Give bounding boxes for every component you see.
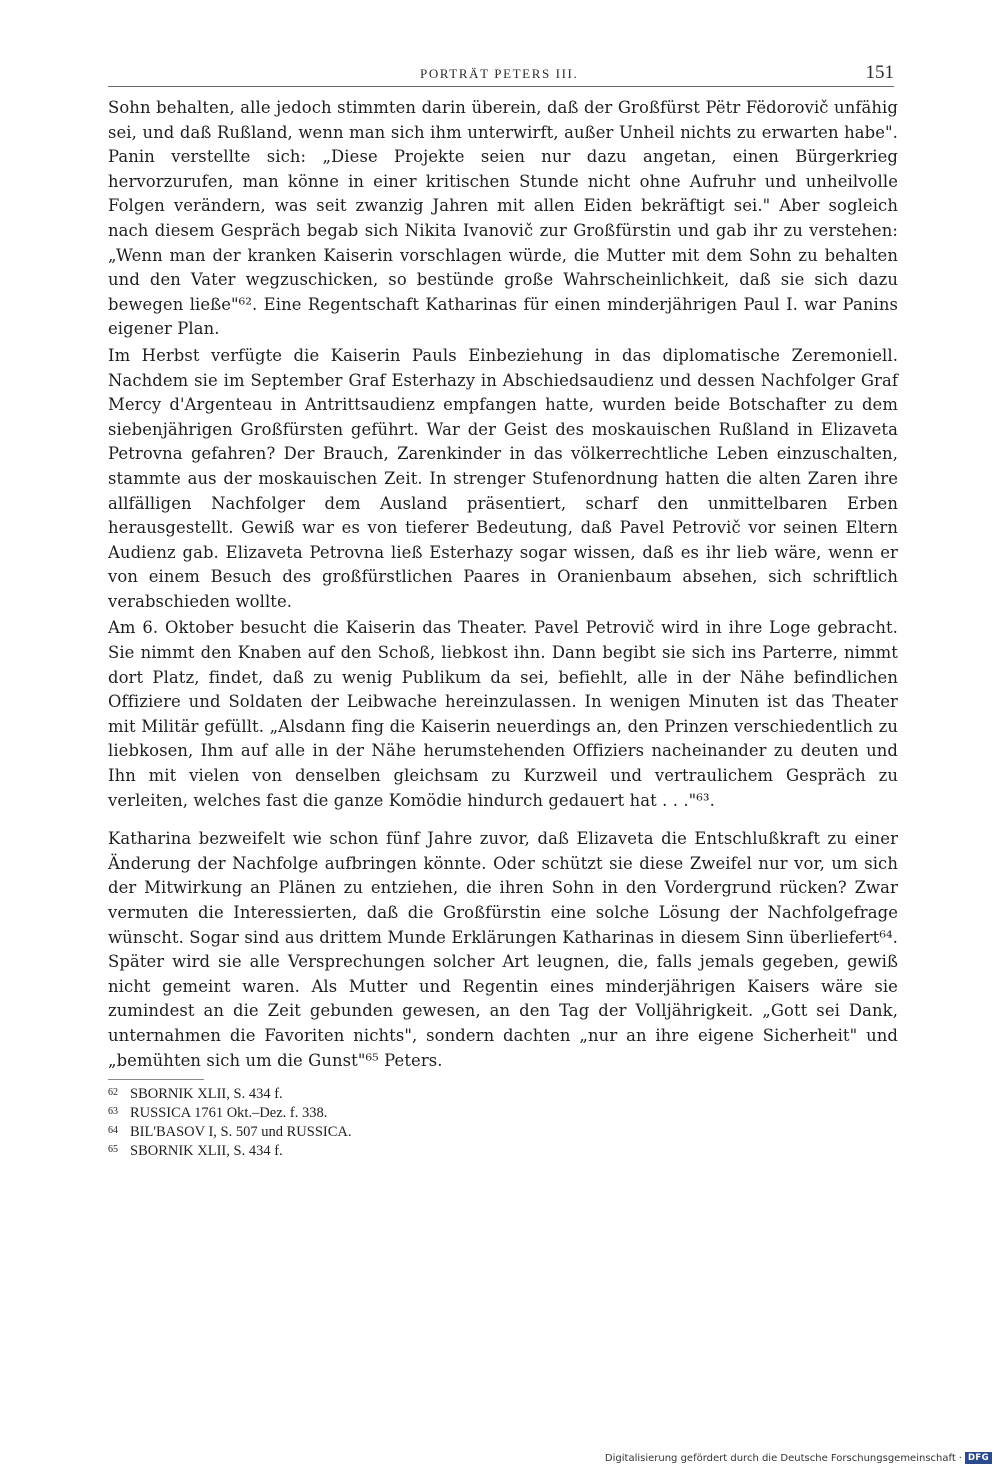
digitization-credit	[605, 1452, 992, 1464]
header-rule	[108, 86, 894, 87]
footnote-mark: 63	[108, 1106, 118, 1118]
paragraph: Im Herbst verfügte die Kaiserin Pauls Einbeziehung in das diplomatische Zeremoniell. Nachdem sie im September Graf Esterhazy in Abschiedsaudienz und dessen Nachfolger Graf Mercy d'Argenteau in Antrittsaudienz empfangen hatte, wurden beide Botschafter zu dem siebenjährigen Großfürsten geführt. War der Geist des moskauischen Rußland in Elizaveta Petrovna gefahren? Der Brauch, Zarenkinder in das völkerrechtliche Leben einzuschalten, stammte aus der moskauischen Zeit. In strenger Stufenordnung hatten die alten Zaren ihre allfälligen Nachfolger dem Ausland präsentiert, scharf den unmittelbaren Erben herausgestellt. Gewiß war es von tieferer Bedeutung, daß Pavel Petrovič vor seinen Eltern Audienz gab. Elizaveta Petrovna ließ Esterhazy sogar wissen, daß es ihr lieb wäre, wenn er von einem Besuch des großfürstlichen Paares in Oranienbaum absehen, sich schriftlich verabschieden wollte.	[108, 345, 898, 611]
footnote	[108, 1084, 898, 1103]
credit-text: Digitalisierung gefördert durch die Deutsche Forschungsgemeinschaft	[604, 1452, 956, 1464]
footnote	[108, 1103, 898, 1122]
footnote-divider	[108, 1079, 204, 1080]
footnote-text: BIL'BASOV I, S. 507 und RUSSICA.	[130, 1124, 352, 1141]
credit-separator: ·	[958, 1452, 962, 1464]
footnote-mark: 65	[108, 1144, 118, 1156]
paragraph: Sohn behalten, alle jedoch stimmten darin überein, daß der Großfürst Pëtr Fëdorovič unfähig sei, und daß Rußland, wenn man sich ihm unterwirft, außer Unheil nichts zu erwarten habe". Panin verstellte sich: „Diese Projekte seien nur dazu angetan, einen Bürgerkrieg hervorzurufen, man könne in einer kritischen Stunde nicht ohne Aufruhr und unheilvolle Folgen verändern, was seit zwanzig Jahren mit allen Eiden bekräftigt sei." Aber sogleich nach diesem Gespräch begab sich Nikita Ivanovič zur Großfürstin und gab ihr zu verstehen: „Wenn man der kranken Kaiserin vorschlagen würde, die Mutter mit dem Sohn zu behalten und den Vater wegzuschicken, so bestünde große Wahrscheinlichkeit, daß sie sich dazu bewegen ließe"⁶². Eine Regentschaft Katharinas für einen minderjährigen Paul I. war Panins eigener Plan.	[108, 98, 898, 339]
footnote	[108, 1122, 898, 1141]
running-head	[108, 62, 894, 88]
body-text	[108, 96, 898, 1160]
footnote-mark: 64	[108, 1125, 118, 1137]
paragraph: Am 6. Oktober besucht die Kaiserin das Theater. Pavel Petrovič wird in ihre Loge gebracht. Sie nimmt den Knaben auf den Schoß, liebkost ihn. Dann begibt sie sich ins Parterre, nimmt dort Platz, findet, daß zu wenig Publikum da sei, befiehlt, alle in der Nähe befindlichen Offiziere und Soldaten der Leibwache hereinzulassen. In wenigen Minuten ist das Theater mit Militär gefüllt. „Alsdann fing die Kaiserin neuerdings an, den Prinzen verschiedentlich zu liebkosen, Ihm auf alle in der Nähe herumstehenden Offiziers nacheinander zu deuten und Ihn mit vielen von denselben gleichsam zu Kurzweil und vertraulichem Gespräch zu verleiten, welches fast die ganze Komödie hindurch gedauert hat . . ."⁶³.	[108, 618, 898, 810]
dfg-logo-icon: DFG	[965, 1452, 992, 1464]
footnote-text: RUSSICA 1761 Okt.–Dez. f. 338.	[130, 1105, 328, 1122]
footnotes	[108, 1084, 898, 1160]
footnote-text: SBORNIK XLII, S. 434 f.	[130, 1143, 283, 1160]
page-number: 151	[865, 62, 894, 83]
footnote-mark: 62	[108, 1087, 118, 1099]
footnote	[108, 1141, 898, 1160]
paragraph: Katharina bezweifelt wie schon fünf Jahre zuvor, daß Elizaveta die Entschlußkraft zu einer Änderung der Nachfolge aufbringen könnte. Oder schützt sie diese Zweifel nur vor, um sich der Mitwirkung an Plänen zu entziehen, die ihren Sohn in den Vordergrund rücken? Zwar vermuten die Interessierten, daß die Großfürstin eine solche Lösung der Nachfolgefrage wünscht. Sogar sind aus drittem Munde Erklärungen Katharinas in diesem Sinn überliefert⁶⁴. Später wird sie alle Versprechungen solcher Art leugnen, die, falls jemals gegeben, gewiß nicht gemeint waren. Als Mutter und Regentin eines minderjährigen Kaisers wäre sie zumindest an die Zeit gebunden gewesen, an den Tag der Volljährigkeit. „Gott sei Dank, unternahmen die Favoriten nichts", sondern dachten „nur an ihre eigene Sicherheit" und „bemühten sich um die Gunst"⁶⁵ Peters.	[108, 829, 898, 1070]
footnote-text: SBORNIK XLII, S. 434 f.	[130, 1086, 283, 1103]
running-title: PORTRÄT PETERS III.	[420, 66, 579, 81]
